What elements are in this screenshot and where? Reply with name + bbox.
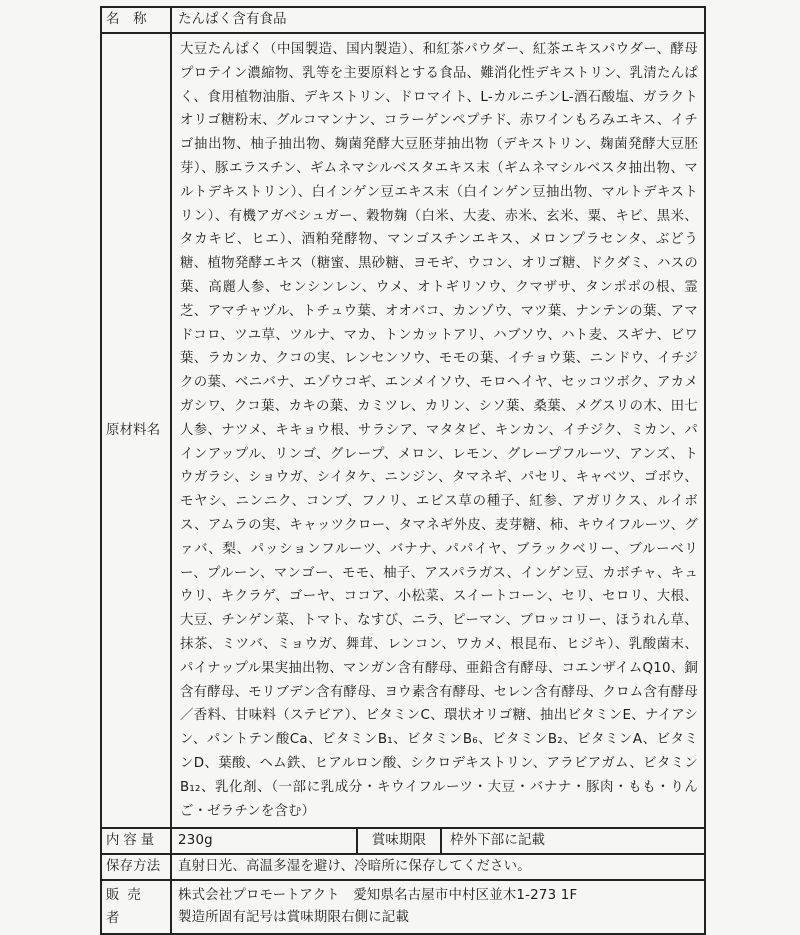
nutrition-label-sheet — [100, 6, 706, 927]
row-name — [101, 7, 705, 33]
manufacturer-code-note: 製造所固有記号は賞味期限右側に記載 — [178, 910, 410, 926]
row-volume — [101, 828, 705, 854]
volume-expiry-cell — [171, 828, 705, 854]
row-seller — [101, 880, 705, 934]
ingredients-header: 原材料名 — [101, 33, 171, 828]
expiry-header: 賞味期限 — [358, 829, 442, 853]
ingredients-text: 大豆たんぱく（中国製造、国内製造）、和紅茶パウダー、紅茶エキスパウダー、酵母プロテイン濃縮物、乳等を主要原料とする食品、難消化性デキストリン、乳清たんぱく、食用植物油脂、デキストリン、ドロマイト、L-カルニチンL-酒石酸塩、ガラクトオリゴ糖粉末、グルコマンナン、コラーゲンペプチド、赤ワインもろみエキス、イチゴ抽出物、柚子抽出物、麹菌発酵大豆胚芽抽出物（デキストリン、麹菌発酵大豆胚芽）、豚エラスチン、ギムネマシルベスタエキス末（ギムネマシルベスタ抽出物、マルトデキストリン）、白インゲン豆エキス末（白インゲン豆抽出物、マルトデキストリン）、有機アガベシュガー、穀物麹（白米、大麦、赤米、玄米、粟、キビ、黒米、タカキビ、ヒエ）、酒粕発酵物、マンゴスチンエキス、メロンプラセンタ、ぶどう糖、植物発酵エキス（糖蜜、黒砂糖、ヨモギ、ウコン、オリゴ糖、ドクダミ、ハスの葉、高麗人参、センシンレン、ウメ、オトギリソウ、クマザサ、タンポポの根、霊芝、アマチャヅル、トチュウ葉、オオバコ、カンゾウ、マツ葉、ナンテンの葉、アマドコロ、ツユ草、ツルナ、マカ、トンカットアリ、ハブソウ、ハト麦、スギナ、ビワ葉、ラカンカ、クコの実、レンセンソウ、モモの葉、イチョウ葉、ニンドウ、イチジクの葉、ベニバナ、エゾウコギ、エンメイソウ、モロヘイヤ、セッコツボク、アカメガシワ、クコ葉、カキの葉、カミツレ、カリン、シソ葉、桑葉、メグスリの木、田七人参、ナツメ、キキョウ根、サラシア、マタタビ、キンカン、イチジク、ミカン、パインアップル、リンゴ、グレープ、メロン、レモン、グレープフルーツ、アンズ、トウガラシ、ショウガ、シイタケ、ニンジン、タマネギ、パセリ、キャベツ、ゴボウ、モヤシ、ニンニク、コンブ、フノリ、エビス草の種子、紅参、アガリクス、ルイボス、アムラの実、キャッツクロー、タマネギ外皮、麦芽糖、柿、キウイフルーツ、グァバ、梨、パッションフルーツ、バナナ、パパイヤ、ブラックベリー、ブルーベリー、プルーン、マンゴー、モモ、柚子、アスパラガス、インゲン豆、カボチャ、キュウリ、キクラゲ、ゴーヤ、ココア、小松菜、スイートコーン、セリ、セロリ、大根、大豆、チンゲン菜、トマト、なすび、ニラ、ピーマン、ブロッコリー、ほうれん草、抹茶、ミツバ、ミョウガ、舞茸、レンコン、ワカメ、根昆布、ヒジキ）、乳酸菌末、パイナップル果実抽出物、マンガン含有酵母、亜鉛含有酵母、コエンザイムQ10、銅含有酵母、モリブデン含有酵母、ヨウ素含有酵母、セレン含有酵母、クロム含有酵母／香料、甘味料（ステビア）、ビタミンC、環状オリゴ糖、抽出ビタミンE、ナイアシン、パントテン酸Ca、ビタミンB₁、ビタミンB₆、ビタミンB₂、ビタミンA、ビタミンD、葉酸、ヘム鉄、ヒアルロン酸、シクロデキストリン、アラビアガム、ビタミンB₁₂、乳化剤、（一部に乳成分・キウイフルーツ・大豆・バナナ・豚肉・もも・りんご・ゼラチンを含む） — [171, 33, 705, 828]
name-header: 名 称 — [106, 12, 147, 28]
storage-header: 保存方法 — [101, 854, 171, 880]
label-table — [100, 6, 706, 935]
name-header-cell — [101, 7, 171, 33]
volume-header: 内容量 — [101, 828, 171, 854]
storage-value: 直射日光、高温多湿を避け、冷暗所に保存してください。 — [171, 854, 705, 880]
expiry-value: 枠外下部に記載 — [450, 833, 546, 849]
volume-value: 230g — [172, 829, 358, 853]
seller-header: 販売者 — [101, 880, 171, 934]
row-ingredients — [101, 33, 705, 828]
seller-address: 株式会社プロモートアクト 愛知県名古屋市中村区並木1-273 1F — [178, 888, 578, 904]
seller-info — [171, 880, 705, 934]
row-storage — [101, 854, 705, 880]
product-name: たんぱく含有食品 — [171, 7, 705, 33]
